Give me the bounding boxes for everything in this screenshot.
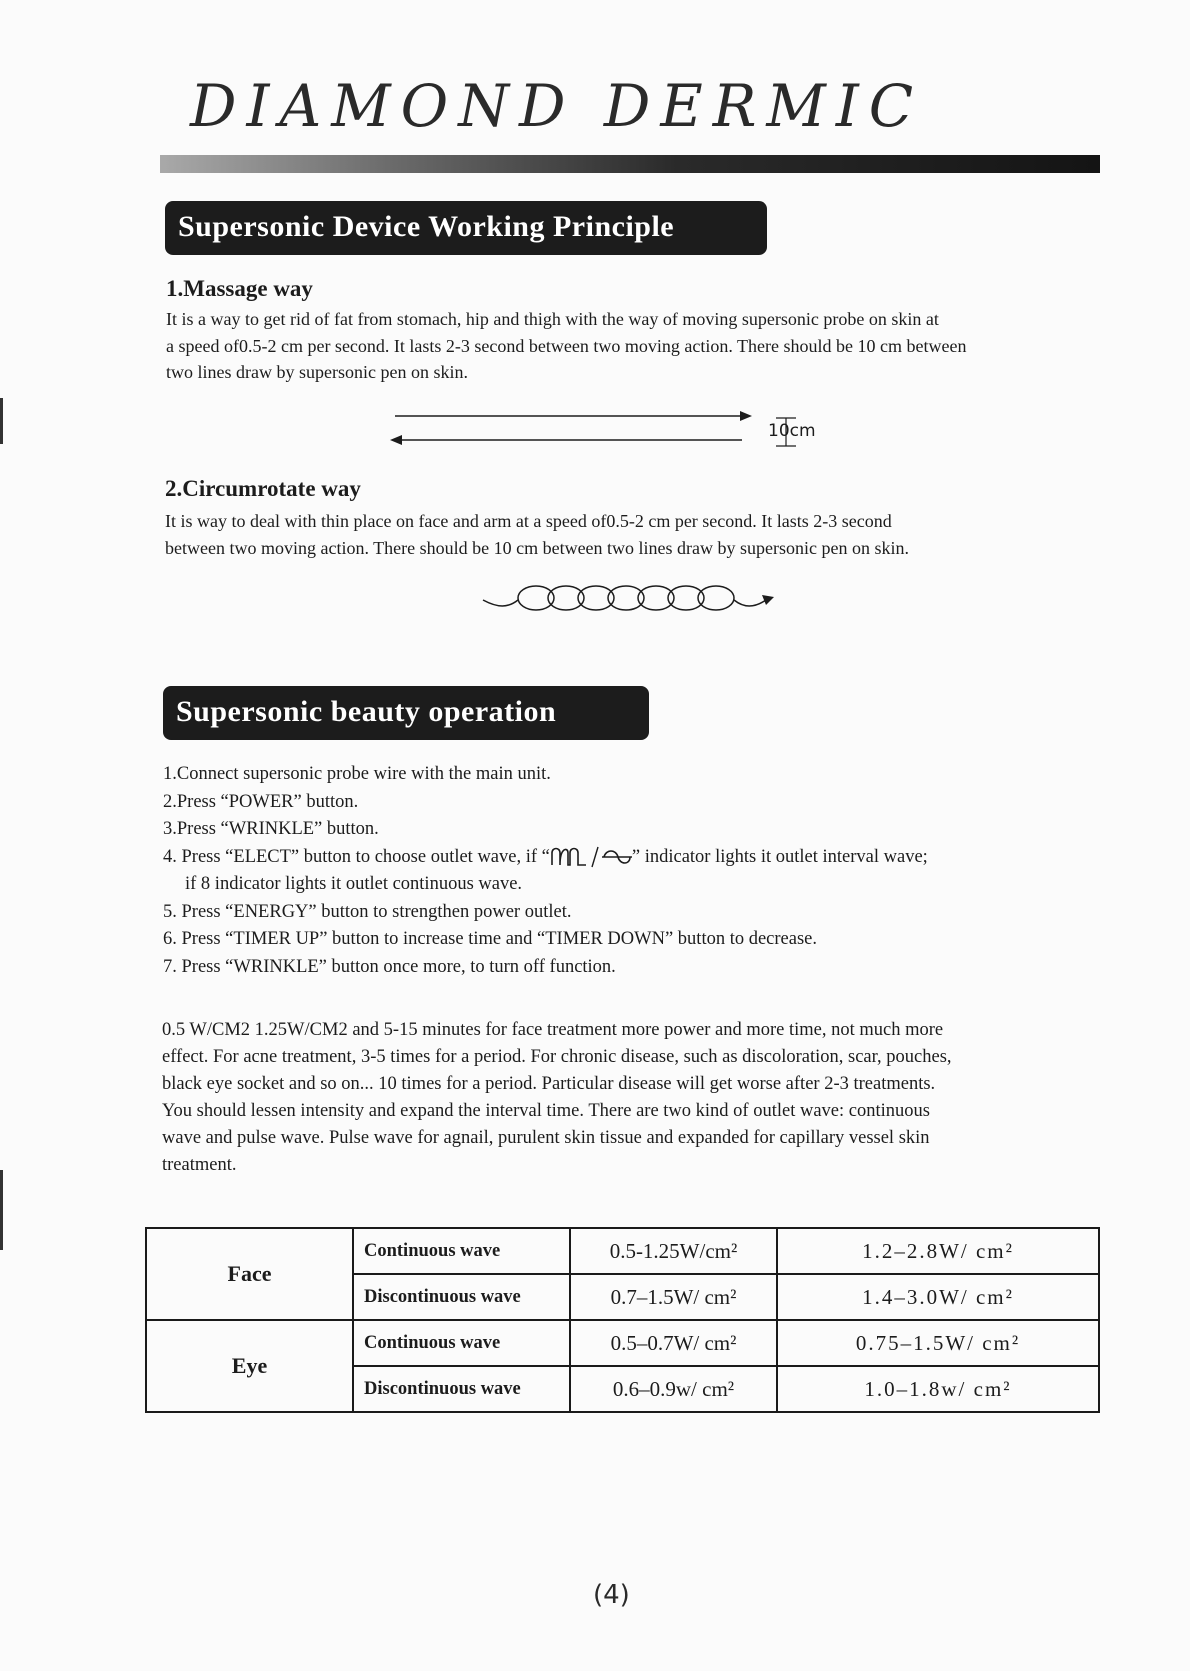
power-range-cell: 0.5–0.7W/ cm² bbox=[570, 1320, 777, 1366]
text-line: 0.5 W/CM2 1.25W/CM2 and 5-15 minutes for face treatment more power and more time, not much more bbox=[162, 1020, 944, 1040]
text-line: It is way to deal with thin place on face and arm at a speed of0.5-2 cm per second. It lasts 2-3 second bbox=[165, 511, 892, 531]
text-line: black eye socket and so on... 10 times for a period. Particular disease will get worse after 2-3 treatments. bbox=[162, 1074, 936, 1094]
power-range-cell: 1.2–2.8W/ cm² bbox=[777, 1228, 1099, 1274]
power-range-cell: 0.75–1.5W/ cm² bbox=[777, 1320, 1099, 1366]
text-line: between two moving action. There should be 10 cm between two lines draw by supersonic pen on skin. bbox=[165, 537, 910, 558]
massage-way-heading: 1.Massage way bbox=[166, 276, 313, 301]
power-range-cell: 0.6–0.9w/ cm² bbox=[570, 1366, 777, 1412]
step-item: 1.Connect supersonic probe wire with the main unit. bbox=[163, 764, 551, 784]
wave-type-cell: Continuous wave bbox=[353, 1228, 570, 1274]
section-heading-beauty-operation: Supersonic beauty operation bbox=[163, 686, 649, 740]
body-part-cell: Face bbox=[146, 1228, 353, 1320]
circumrotate-way-text bbox=[165, 508, 1105, 561]
power-range-cell: 1.0–1.8w/ cm² bbox=[777, 1366, 1099, 1412]
step-item: 5. Press “ENERGY” button to strengthen power outlet. bbox=[163, 901, 572, 922]
header-rule bbox=[160, 155, 1100, 173]
arrow-left-head bbox=[390, 435, 402, 445]
binder-mark bbox=[0, 1170, 3, 1250]
text-line: treatment. bbox=[162, 1155, 237, 1175]
table-row bbox=[146, 1320, 1099, 1366]
table-row bbox=[146, 1228, 1099, 1274]
body-part-cell: Eye bbox=[146, 1320, 353, 1412]
step-text: ” indicator lights it outlet interval wave; bbox=[631, 846, 928, 867]
power-range-cell: 0.7–1.5W/ cm² bbox=[570, 1274, 777, 1320]
text-line: You should lessen intensity and expand the interval time. There are two kind of outlet wave: continuous bbox=[162, 1101, 930, 1121]
wave-type-cell: Discontinuous wave bbox=[353, 1366, 570, 1412]
step-item: 2.Press “POWER” button. bbox=[163, 791, 359, 812]
power-range-cell: 1.4–3.0W/ cm² bbox=[777, 1274, 1099, 1320]
massage-way-text bbox=[166, 306, 1106, 386]
circumrotate-way-heading: 2.Circumrotate way bbox=[165, 476, 361, 501]
step-item: 6. Press “TIMER UP” button to increase time and “TIMER DOWN” button to decrease. bbox=[163, 929, 818, 949]
wave-type-cell: Continuous wave bbox=[353, 1320, 570, 1366]
wave-type-cell: Discontinuous wave bbox=[353, 1274, 570, 1320]
operation-steps bbox=[163, 761, 1123, 981]
step-item: 3.Press “WRINKLE” button. bbox=[163, 819, 379, 839]
power-range-cell: 0.5-1.25W/cm² bbox=[570, 1228, 777, 1274]
binder-mark bbox=[0, 398, 3, 444]
text-line: wave and pulse wave. Pulse wave for agnail, purulent skin tissue and expanded for capillary vessel skin bbox=[162, 1128, 930, 1148]
distance-label: 10cm bbox=[768, 421, 816, 441]
text-line: It is a way to get rid of fat from stomach, hip and thigh with the way of moving supersonic probe on skin at bbox=[166, 309, 939, 329]
step-item: if 8 indicator lights it outlet continuous wave. bbox=[185, 874, 523, 894]
pulse-wave-icon bbox=[550, 845, 632, 869]
step-text: 4. Press “ELECT” button to choose outlet wave, if “ bbox=[163, 846, 550, 867]
power-settings-table bbox=[145, 1227, 1100, 1413]
arrow-right-head bbox=[740, 411, 752, 421]
step-item bbox=[163, 844, 1123, 872]
text-line: a speed of0.5-2 cm per second. It lasts 2-3 second between two moving action. There should be 10 cm between bbox=[166, 335, 967, 356]
step-item: 7. Press “WRINKLE” button once more, to turn off function. bbox=[163, 956, 616, 977]
spiral-start bbox=[483, 600, 518, 606]
brand-logo: DIAMOND DERMIC bbox=[190, 72, 924, 140]
spiral-end bbox=[734, 600, 766, 606]
massage-direction-diagram bbox=[390, 408, 830, 458]
treatment-notes bbox=[162, 1017, 1102, 1179]
section-heading-working-principle: Supersonic Device Working Principle bbox=[165, 201, 767, 255]
spiral-arrow-head bbox=[762, 595, 774, 605]
text-line: effect. For acne treatment, 3-5 times for a period. For chronic disease, such as discoloration, scar, pouches, bbox=[162, 1047, 952, 1067]
circular-motion-diagram bbox=[478, 578, 778, 618]
text-line: two lines draw by supersonic pen on skin. bbox=[166, 362, 468, 382]
page-number: (4) bbox=[593, 1580, 630, 1610]
